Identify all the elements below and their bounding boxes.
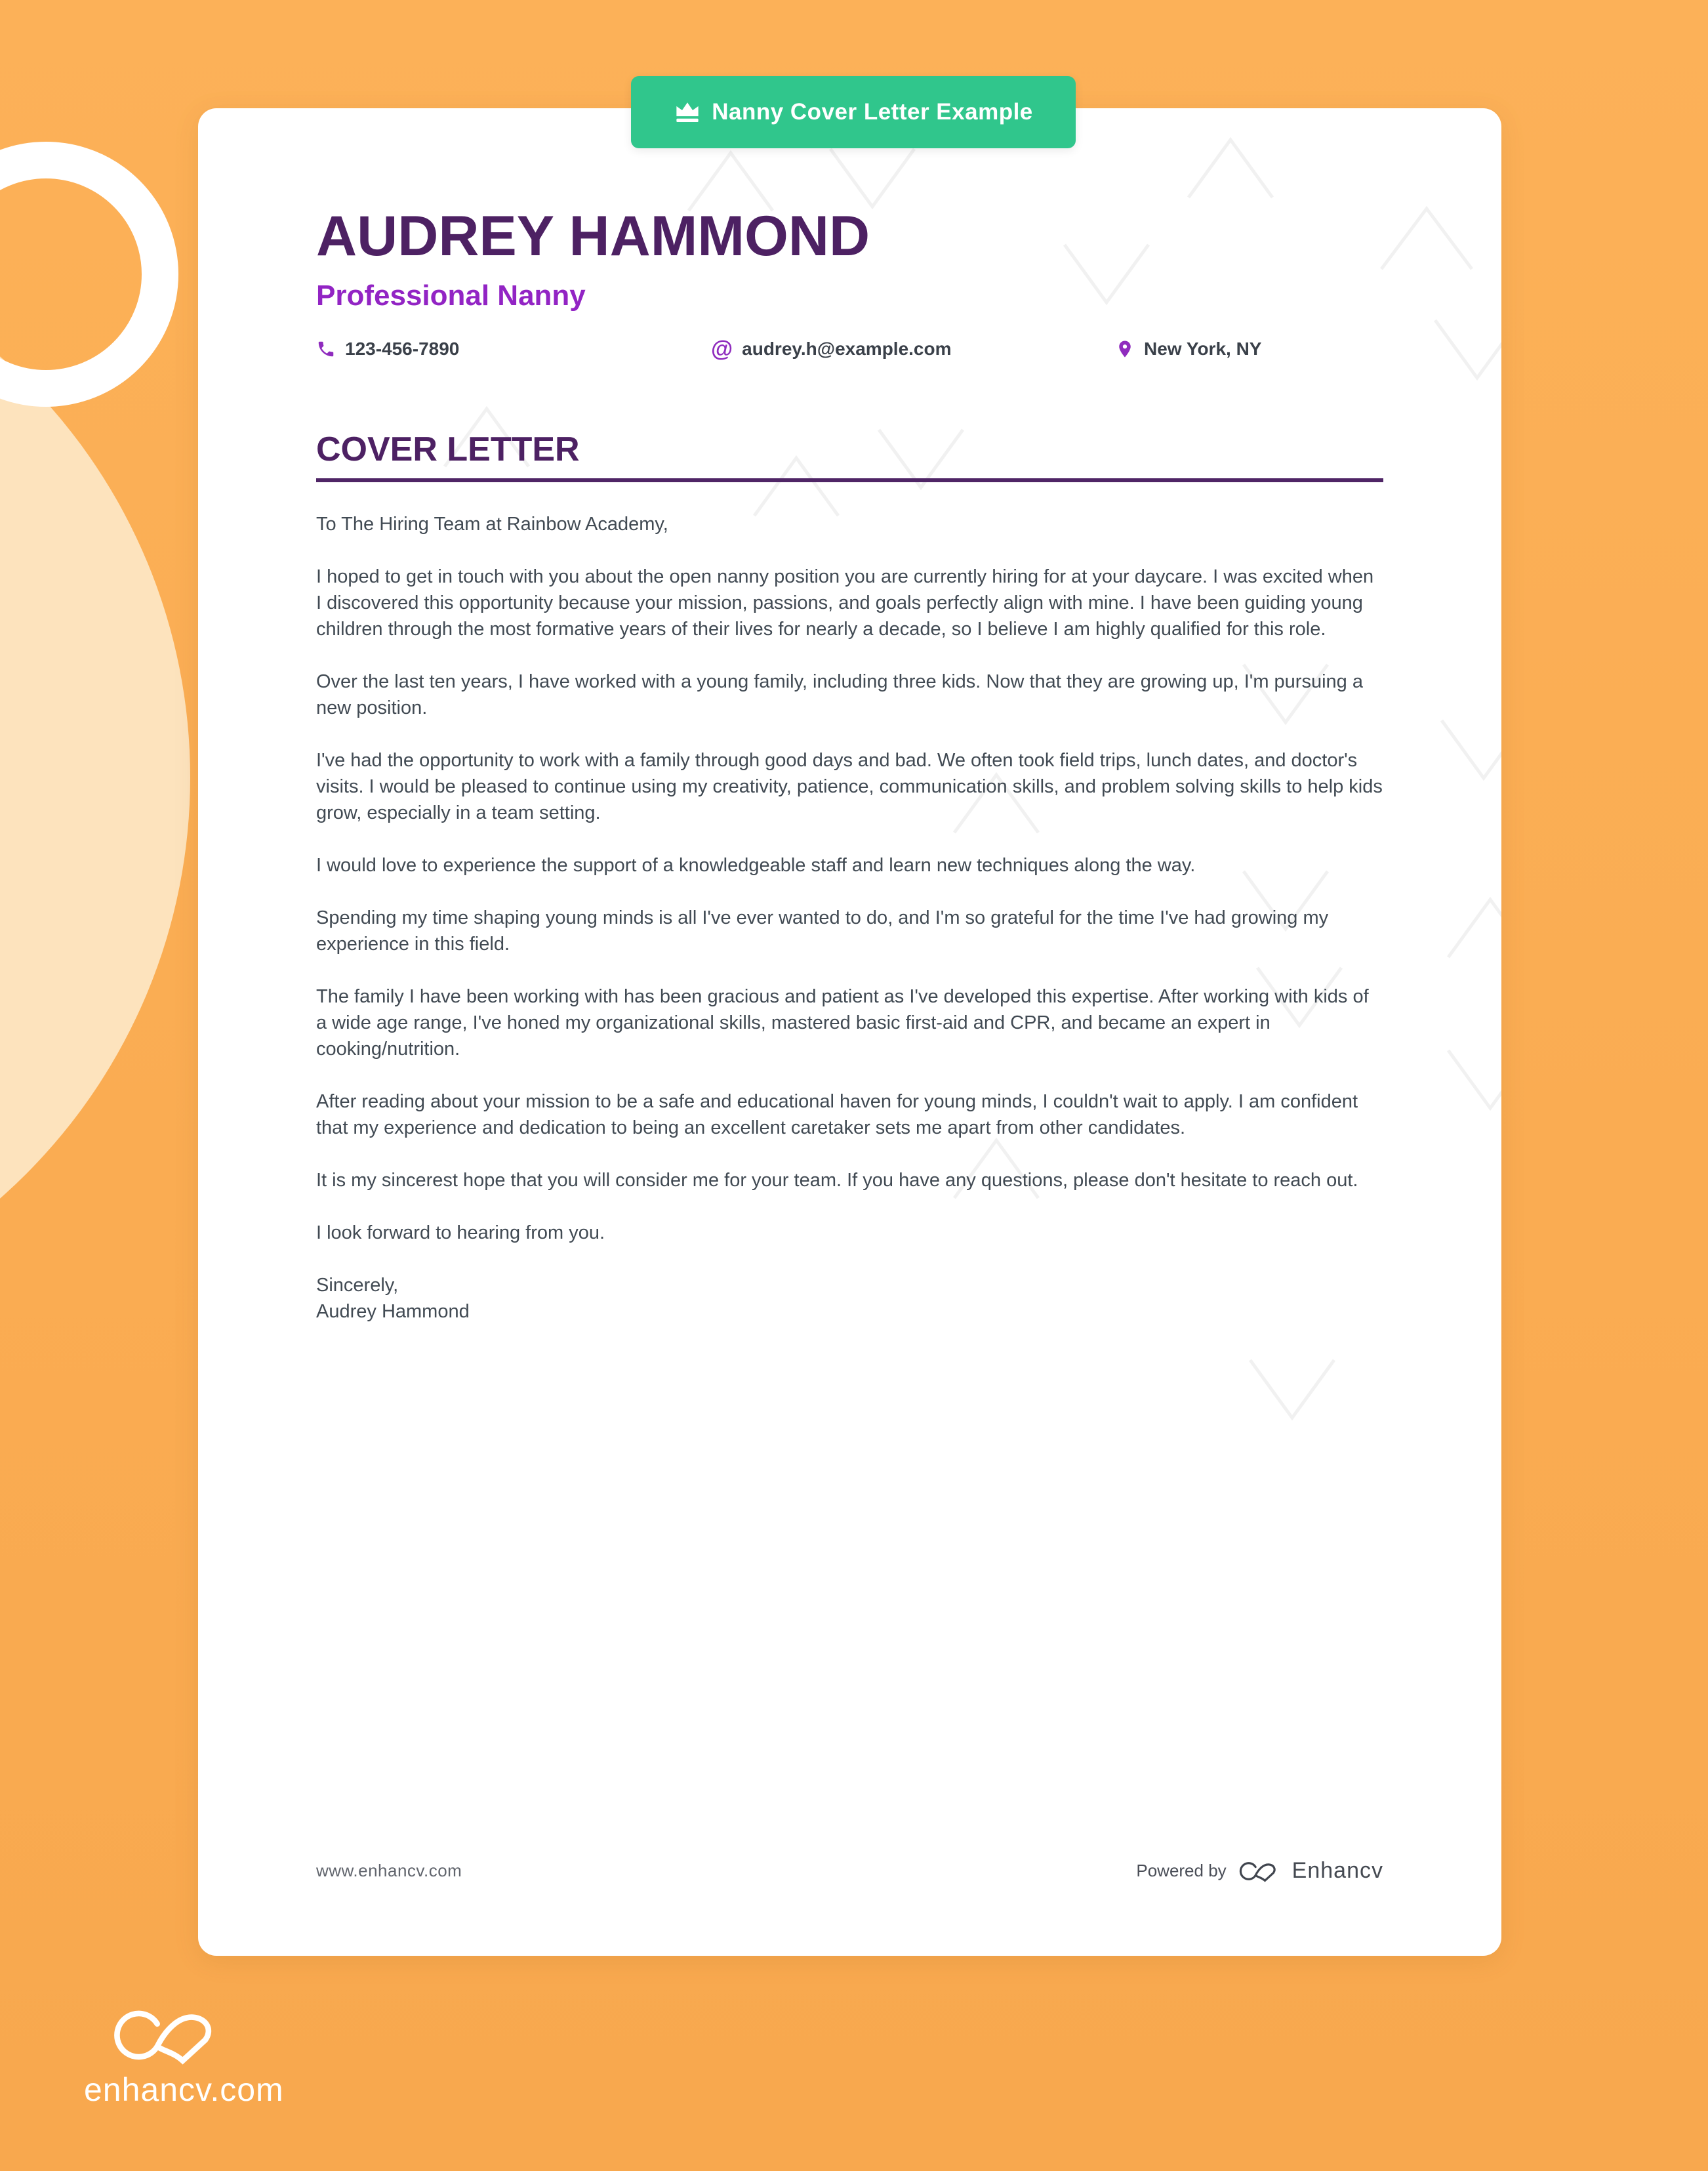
cover-letter-card (198, 108, 1501, 1956)
chevron-decor (1246, 1355, 1338, 1423)
closing-salutation: Sincerely, (316, 1275, 399, 1296)
watermark-text: enhancv.com (84, 2071, 284, 2108)
chevron-decor (826, 144, 918, 212)
location-icon (1115, 339, 1135, 359)
letter-paragraph: Over the last ten years, I have worked with a young family, including three kids. Now that they are growing up, I'm pursuing a new position. (316, 671, 1363, 719)
contact-email (711, 338, 1115, 360)
closing-signature: Audrey Hammond (316, 1301, 470, 1323)
candidate-job-title: Professional Nanny (316, 279, 586, 312)
background-ring (0, 142, 178, 407)
email-address: audrey.h@example.com (742, 339, 952, 360)
letter-paragraph: I've had the opportunity to work with a family through good days and bad. We often took field trips, lunch dates, and doctor's visits. I would be pleased to continue using my creativity, patience, communication skills, and problem solving skills to help kids grow, especially in a team setting. (316, 750, 1383, 824)
letter-paragraph: After reading about your mission to be a safe and educational haven for young minds, I couldn't wait to apply. I am confident that my experience and dedication to being an excellent caretaker sets me apart from other candidates. (316, 1091, 1358, 1139)
letter-closing (316, 1272, 1383, 1325)
candidate-name: AUDREY HAMMOND (316, 205, 870, 268)
letter-paragraph: I hoped to get in touch with you about the open nanny position you are currently hiring for at your daycare. I was excited when I discovered this opportunity because your mission, passions, and goals perfectly align with mine. I have been guiding young children through the most formative years of their lives for nearly a decade, so I believe I am highly qualified for this role. (316, 566, 1374, 640)
badge (631, 76, 1076, 148)
enhancv-logo-icon-white (110, 2005, 225, 2065)
badge-label: Nanny Cover Letter Example (712, 99, 1033, 125)
contact-row (316, 338, 1383, 360)
contact-phone (316, 339, 711, 360)
phone-number: 123-456-7890 (345, 339, 460, 360)
powered-by (1136, 1858, 1383, 1884)
cover-letter-section (316, 432, 1383, 482)
chevron-decor (1185, 134, 1276, 203)
crown-icon (674, 98, 701, 126)
brand-name: Enhancv (1291, 1858, 1383, 1883)
letter-paragraph: It is my sincerest hope that you will consider me for your team. If you have any questions, please don't hesitate to reach out. (316, 1170, 1358, 1191)
powered-by-label: Powered by (1136, 1861, 1227, 1880)
email-at-icon: @ (711, 337, 733, 362)
website-url: www.enhancv.com (316, 1861, 462, 1880)
contact-location (1115, 339, 1261, 360)
letter-paragraph: I look forward to hearing from you. (316, 1222, 605, 1244)
letter-paragraph: I would love to experience the support of a knowledgeable staff and learn new techniques along the way. (316, 855, 1196, 877)
watermark (84, 2005, 284, 2109)
phone-icon (316, 339, 336, 359)
letter-paragraph: To The Hiring Team at Rainbow Academy, (316, 514, 668, 535)
card-footer (316, 1858, 1383, 1884)
section-title: COVER LETTER (316, 430, 580, 469)
letter-paragraph: The family I have been working with has been gracious and patient as I've developed this expertise. After working with kids of a wide age range, I've honed my organizational skills, mastered basic first-aid and CPR, and became an expert in cooking/nutrition. (316, 986, 1369, 1060)
enhancv-logo-icon (1238, 1859, 1280, 1883)
letter-paragraph: Spending my time shaping young minds is all I've ever wanted to do, and I'm so grateful for the time I've had growing my experience in this field. (316, 907, 1329, 955)
letter-body (316, 511, 1383, 1325)
location-text: New York, NY (1144, 339, 1262, 360)
